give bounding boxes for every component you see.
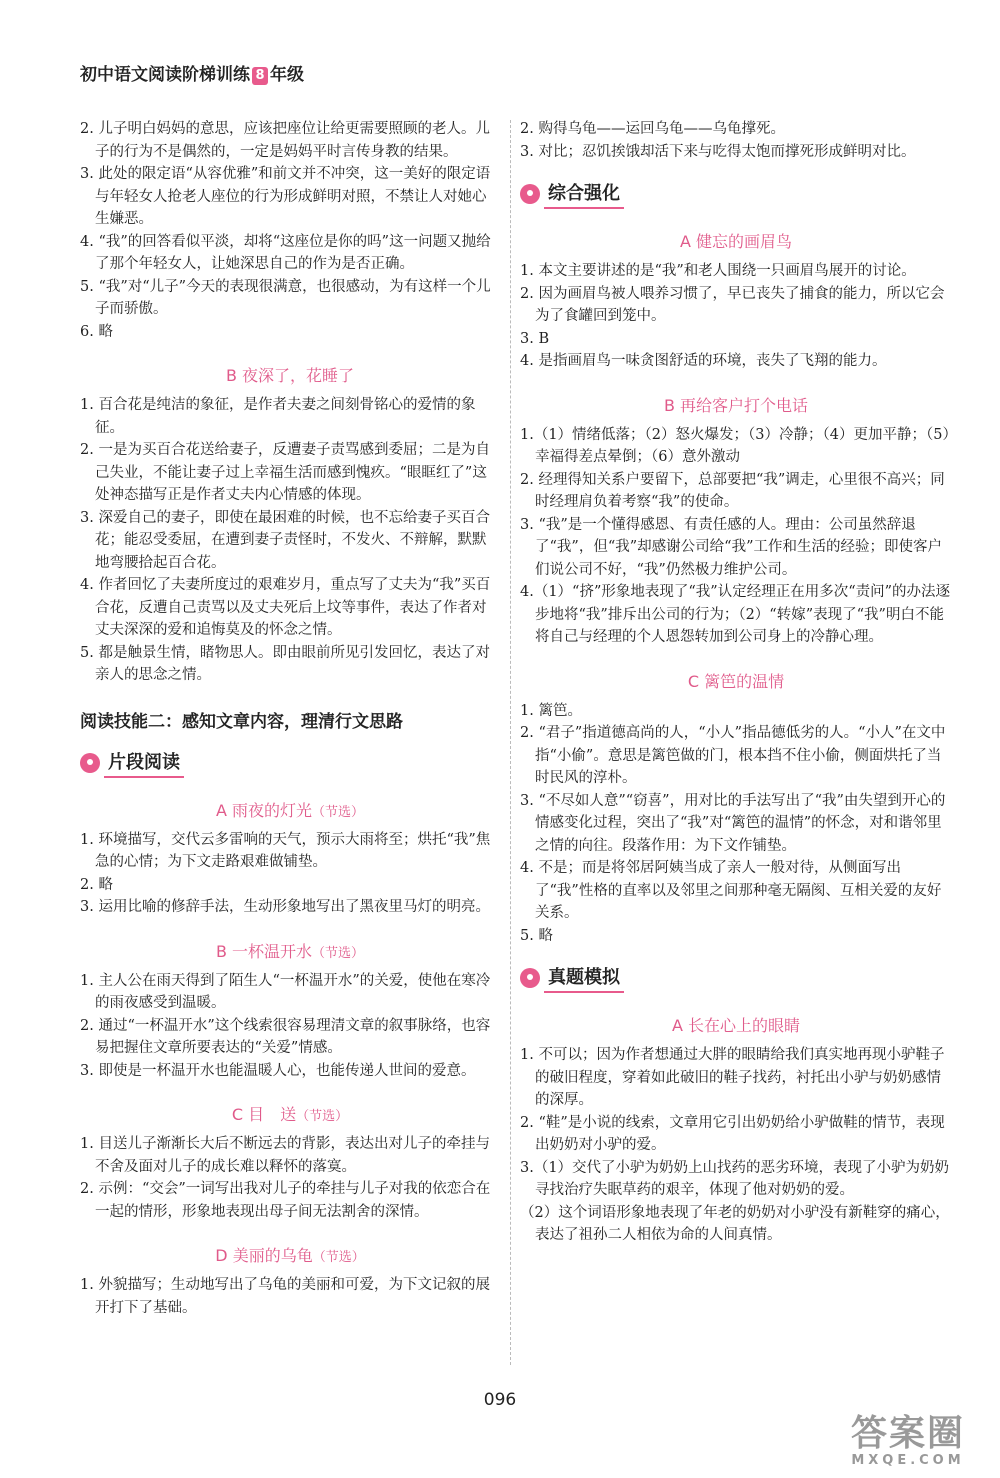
location-pin-icon [80,753,100,773]
header-title: 初中语文阅读阶梯训练 [80,65,250,85]
answer-item: 3. B [520,330,550,347]
answer-item: 2. 示例：“交会”一词写出我对儿子的牵挂与儿子对我的依恋合在一起的情形，形象地表现出母子间无法割舍的深情。 [80,1181,491,1220]
section-heading [80,748,500,778]
answer-item: 3. 运用比喻的修辞手法，生动形象地写出了黑夜里马灯的明亮。 [80,899,490,915]
answer-item: 5. 都是触景生情，睹物思人。即由眼前所见引发回忆，表达了对亲人的思念之情。 [80,644,490,683]
answer-item: 4. “我”的回答看似平淡，却将“这座位是你的吗”这一问题又抛给了那个年轻女人，让她深思自己的作为是否正确。 [80,233,491,272]
answer-item: 3. “不尽如人意”“窃喜”，用对比的手法写出了“我”由失望到开心的情感变化过程，突出了“我”对“篱笆的温情”的怀念，对和谐邻里之情的向往。段落作用：为下文作铺垫。 [520,792,946,854]
header-grade-label: 年级 [270,65,304,85]
answer-item: 2. 一是为买百合花送给妻子，反遭妻子责骂感到委屈；二是为自己失业，不能让妻子过上幸福生活而感到愧疚。“眼眶红了”这处神态描写正是作者丈夫内心情感的体现。 [80,442,490,503]
location-pin-icon [520,968,540,988]
answer-item: 1. 目送儿子渐渐长大后不断远去的背影，表达出对儿子的牵挂与不舍及面对儿子的成长难以释怀的落寞。 [80,1136,490,1175]
section-label: 真题模拟 [544,963,624,993]
answer-item: 3. 此处的限定语“从容优雅”和前文并不冲突，这一美好的限定语与年轻女人抢老人座位的行为形成鲜明对照，不禁让人对她心生嫌恶。 [80,166,491,227]
answer-item: 6. 略 [80,323,113,340]
answer-item: 1. 百合花是纯洁的象征，是作者夫妻之间刻骨铭心的爱情的象征。 [80,397,476,436]
answer-item: 1.（1）情绪低落；（2）怒火爆发；（3）冷静；（4）更加平静；（5）幸福得差点晕倒；（6）意外激动 [520,426,950,465]
subsection-title: A 健忘的画眉鸟 [679,232,793,251]
answer-item: 2. 通过“一杯温开水”这个线索很容易理清文章的叙事脉络，也容易把握住文章所要表达的“关爱”情感。 [80,1017,491,1056]
answer-item: 2. “君子”指道德高尚的人，“小人”指品德低劣的人。“小人”在文中指“小偷”。意思是篱笆做的门，根本挡不住小偷，侧面烘托了当时民风的淳朴。 [520,725,946,786]
answer-item: 1. 主人公在雨天得到了陌生人“一杯温开水”的关爱，使他在寒冷的雨夜感受到温暖。 [80,972,491,1011]
watermark-url: MXQE.COM [851,1453,965,1468]
answer-item: 2. 略 [80,876,113,893]
column-divider [510,120,511,1365]
book-header [80,60,304,85]
subsection-title: B 再给客户打个电话 [663,395,809,415]
answer-item: 5. “我”对“儿子”今天的表现很满意，也很感动，为有这样一个儿子而骄傲。 [80,278,491,317]
answer-item: （2）这个词语形象地表现了年老的奶奶对小驴没有新鞋穿的痛心，表达了祖孙二人相依为命的人间真情。 [520,1204,950,1243]
answer-item: 4. 是指画眉鸟一味贪图舒适的环境，丧失了飞翔的能力。 [520,353,887,369]
grade-badge: 8 [252,67,268,85]
section-heading [520,179,952,209]
watermark-logo [851,1415,965,1468]
answer-item: 1. 篱笆。 [520,702,582,719]
subsection-title: A 雨夜的灯光（节选） [215,800,365,820]
section-label: 片段阅读 [104,748,184,778]
subsection-title: A 长在心上的眼睛 [671,1016,801,1035]
answer-item: 4. 不是；而是将邻居阿姨当成了亲人一般对待，从侧面写出了“我”性格的直率以及邻里之间那种毫无隔阂、互相关爱的友好关系。 [520,860,942,921]
answer-item: 3. “我”是一个懂得感恩、有责任感的人。理由：公司虽然辞退了“我”，但“我”却感谢公司给“我”工作和生活的经验；即使客户们说公司不好，“我”仍然极力维护公司。 [520,516,942,578]
answer-item: 1. 环境描写，交代云多雷响的天气，预示大雨将至；烘托“我”焦急的心情；为下文走路艰难做铺垫。 [80,831,491,870]
section-heading [520,963,952,993]
answer-item: 2. 经理得知关系户要留下，总部要把“我”调走，心里很不高兴；同时经理肩负着考察“我”的使命。 [520,471,945,510]
answer-item: 4.（1）“挤”形象地表现了“我”认定经理正在用多次“责问”的办法逐步地将“我”排斥出公司的行为；（2）“转嫁”表现了“我”明白不能将自己与经理的个人恩怨转加到公司身上的冷静心理。 [520,584,951,645]
subsection-title: C 目 送（节选） [231,1105,349,1124]
right-column [520,118,952,1247]
watermark-text: 答案圈 [850,1413,965,1454]
subsection-title: D 美丽的乌龟（节选） [215,1246,365,1265]
answer-item: 2. “鞋”是小说的线索，文章用它引出奶奶给小驴做鞋的情节，表现出奶奶对小驴的爱。 [520,1114,945,1153]
answer-item: 3. 即使是一杯温开水也能温暖人心，也能传递人世间的爱意。 [80,1062,476,1079]
answer-item: 3.（1）交代了小驴为奶奶上山找药的恶劣环境，表现了小驴为奶奶寻找治疗失眠草药的艰辛，体现了他对奶奶的爱。 [520,1159,950,1198]
location-pin-icon [520,184,540,204]
section-label: 综合强化 [544,179,624,209]
subsection-title: C 篱笆的温情 [687,671,785,691]
answer-item: 4. 作者回忆了夫妻所度过的艰难岁月，重点写了丈夫为“我”买百合花，反遭自己责骂以及丈夫死后上坟等事件，表达了作者对丈夫深深的爱和追悔莫及的怀念之情。 [80,577,491,638]
answer-item: 2. 购得乌龟——运回乌龟——乌龟撑死。 [520,121,785,137]
skill-heading: 阅读技能二：感知文章内容，理清行文思路 [80,711,403,732]
answer-item: 3. 深爱自己的妻子，即使在最困难的时候，也不忘给妻子买百合花；能忍受委屈，在遭到妻子责怪时，不发火、不辩解，默默地弯腰拾起百合花。 [80,509,490,571]
page-number: 096 [483,1390,517,1410]
answer-item: 1. 外貌描写；生动地写出了乌龟的美丽和可爱，为下文记叙的展开打下了基础。 [80,1277,490,1316]
subsection-title: B 一杯温开水（节选） [215,941,365,961]
answer-item: 5. 略 [520,927,553,944]
left-column [80,118,500,1319]
answer-item: 2. 因为画眉鸟被人喂养习惯了，早已丧失了捕食的能力，所以它会为了食罐回到笼中。 [520,285,945,324]
answer-item: 3. 对比；忍饥挨饿却活下来与吃得太饱而撑死形成鲜明对比。 [520,143,916,160]
subsection-title: B 夜深了，花睡了 [225,366,355,385]
answer-item: 1. 不可以；因为作者想通过大胖的眼睛给我们真实地再现小驴鞋子的破旧程度，穿着如此破旧的鞋子找药，衬托出小驴与奶奶感情的深厚。 [520,1047,945,1108]
answer-item: 2. 儿子明白妈妈的意思，应该把座位让给更需要照顾的老人。儿子的行为不是偶然的，一定是妈妈平时言传身教的结果。 [80,121,490,160]
answer-item: 1. 本文主要讲述的是“我”和老人围绕一只画眉鸟展开的讨论。 [520,263,916,279]
